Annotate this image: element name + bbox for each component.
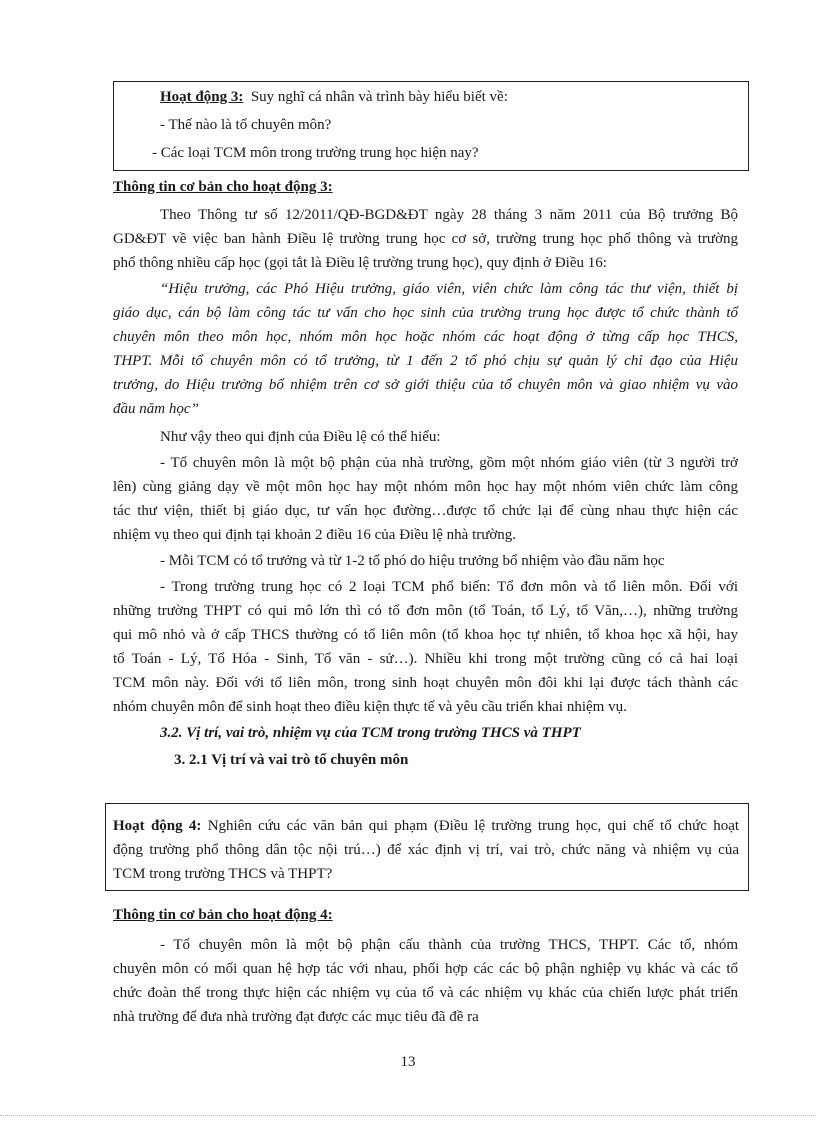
info3-p1-line-3: phổ thông nhiều cấp học (gọi tắt là Điều lệ trường trung học), quy định ở Điều 16:: [113, 255, 607, 271]
activity4-line-3: TCM trong trường THCS và THPT?: [113, 866, 333, 882]
activity3-intro: Suy nghĩ cá nhân và trình bày hiểu biết về:: [250, 89, 508, 105]
info3-p5-line-4: tổ Toán - Lý, Tổ Hóa - Sinh, Tổ văn - sử…). Nhiều khi trong một trường cũng có cả hai loại: [113, 651, 738, 667]
info3-heading: Thông tin cơ bản cho hoạt động 3:: [113, 179, 333, 195]
activity4-line-2: động trường phổ thông dân tộc nội trú…) để xác định vị trí, vai trò, chức năng và nhiệm vụ của: [113, 842, 739, 858]
info4-p1-line-1: - Tổ chuyên môn là một bộ phận cấu thành của trường THCS, THPT. Các tổ, nhóm: [160, 937, 738, 953]
info3-p5-line-1: - Trong trường trung học có 2 loại TCM phổ biến: Tổ đơn môn và tổ liên môn. Đối với: [160, 579, 738, 595]
info3-quote-line-5: trưởng, do Hiệu trưởng bổ nhiệm trên cơ sở giới thiệu của tổ chuyên môn và giao nhiệm vụ vào: [113, 377, 738, 393]
info3-p1-line-2: GD&ĐT về việc ban hành Điều lệ trường trung học cơ sở, trường trung học phổ thông và trường: [113, 231, 738, 247]
activity4-heading: Hoạt động 4:: [113, 818, 202, 834]
info3-p5-line-2: những trường THPT có qui mô lớn thì có tổ đơn môn (tổ Toán, tổ Lý, tổ Văn,…), những trường: [113, 603, 738, 619]
info3-p5-line-3: qui mô nhỏ và ở cấp THCS thường có tổ liên môn (tổ khoa học tự nhiên, tổ khoa học xã hội, hay: [113, 627, 738, 643]
info4-p1-line-3: chức đoàn thể trong thực hiện các nhiệm vụ của tổ và các nhiệm vụ khác của chiến lược phát triển: [113, 985, 738, 1001]
info3-p3-line-1: - Tổ chuyên môn là một bộ phận của nhà trường, gồm một nhóm giáo viên (từ 3 người trở: [160, 455, 738, 471]
info3-p3-line-4: nhiệm vụ theo qui định tại khoản 2 điều 16 của Điều lệ nhà trường.: [113, 527, 517, 543]
activity3-intro-line: [160, 88, 508, 106]
section-3-2-1-heading: 3. 2.1 Vị trí và vai trò tổ chuyên môn: [174, 752, 409, 768]
page-number: 13: [400, 1054, 416, 1070]
info3-p5-line-6: nhóm chuyên môn để sinh hoạt theo điều kiện thực tế và yêu cầu triển khai nhiệm vụ.: [113, 699, 627, 715]
info4-p1-line-4: nhà trường để đưa nhà trường đạt được các mục tiêu đã đề ra: [113, 1009, 479, 1025]
info3-p5-line-5: TCM môn này. Đối với tổ liên môn, trong sinh hoạt chuyên môn đôi khi lại được tách thành các: [113, 675, 738, 691]
info3-quote-line-3: chuyên môn theo môn học, nhóm môn học hoặc nhóm các hoạt động ở từng cấp học THCS,: [113, 329, 738, 345]
activity4-line-1-text: Nghiên cứu các văn bản qui phạm (Điều lệ trường trung học, qui chế tổ chức hoạt: [207, 818, 740, 834]
info3-quote-line-4: THPT. Mỗi tổ chuyên môn có tổ trưởng, từ 1 đến 2 tổ phó chịu sự quản lý chỉ đạo của Hiệu: [113, 353, 738, 369]
activity3-question-1: - Thế nào là tổ chuyên môn?: [160, 117, 332, 133]
info3-quote-line-2: giáo dục, cán bộ làm công tác tư vấn cho học sinh của trường trung học được tổ chức thành tổ: [113, 305, 738, 321]
activity3-heading: Hoạt động 3:: [160, 89, 244, 105]
page-bottom-divider: [0, 1115, 816, 1116]
info3-p4: - Mỗi TCM có tổ trưởng và từ 1-2 tổ phó do hiệu trưởng bổ nhiệm vào đầu năm học: [160, 553, 665, 569]
activity4-line-1: [113, 817, 739, 835]
info3-quote-line-1: “Hiệu trưởng, các Phó Hiệu trưởng, giáo viên, viên chức làm công tác thư viện, thiết bị: [160, 281, 738, 297]
info3-quote-line-6: đầu năm học”: [113, 401, 199, 417]
info3-p3-line-2: lên) cùng giảng dạy về một môn học hay một nhóm môn học hay một nhóm viên chức làm công: [113, 479, 738, 495]
activity3-question-2: - Các loại TCM môn trong trường trung học hiện nay?: [152, 145, 479, 161]
section-3-2-heading: 3.2. Vị trí, vai trò, nhiệm vụ của TCM trong trường THCS và THPT: [160, 725, 581, 741]
info3-p3-line-3: tác thư viện, thiết bị giáo dục, tư vấn học đường…được tổ chức lại để cùng nhau thực hiện các: [113, 503, 738, 519]
info4-heading: Thông tin cơ bản cho hoạt động 4:: [113, 907, 333, 923]
info3-p2: Như vậy theo qui định của Điều lệ có thể hiểu:: [160, 429, 441, 445]
info4-p1-line-2: chuyên môn có mối quan hệ hợp tác với nhau, phối hợp các các bộ phận nghiệp vụ khác và các tổ: [113, 961, 738, 977]
info3-p1-line-1: Theo Thông tư số 12/2011/QĐ-BGD&ĐT ngày 28 tháng 3 năm 2011 của Bộ trưởng Bộ: [160, 207, 738, 223]
